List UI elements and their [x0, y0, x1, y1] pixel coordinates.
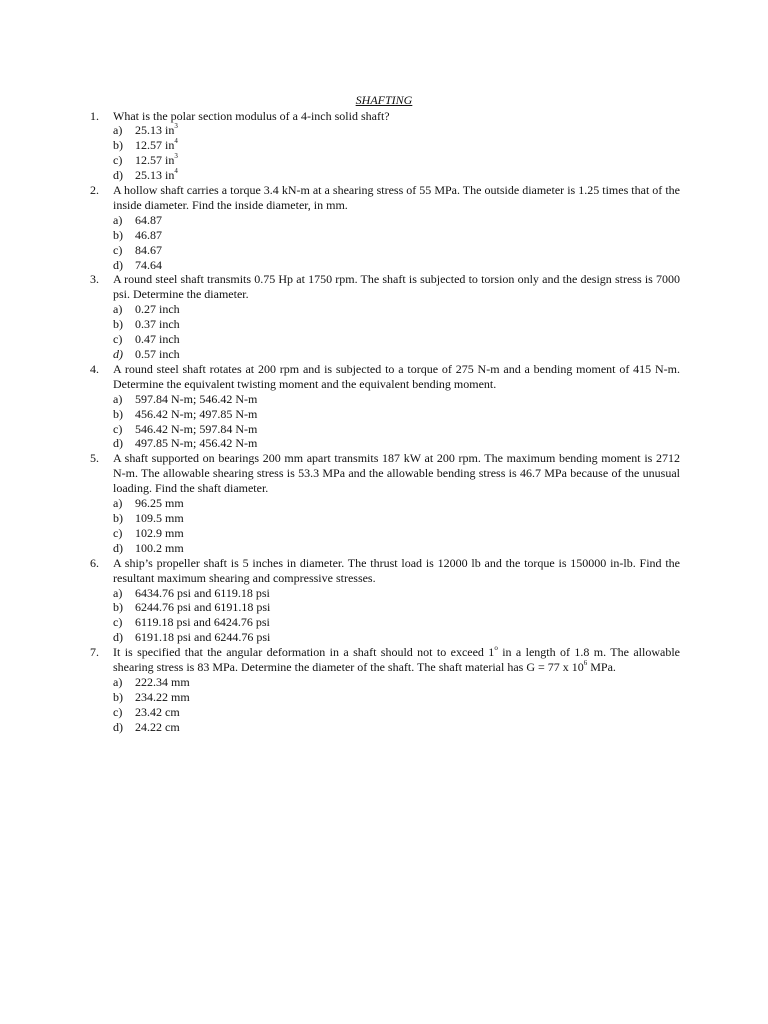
choice-letter: c): [113, 332, 123, 347]
choice-letter: b): [113, 227, 123, 242]
question-item: [88, 183, 680, 272]
answer-choice: [113, 615, 680, 630]
choice-text: 0.47 inch: [135, 332, 180, 347]
question-number: 6.: [90, 555, 99, 570]
choice-letter: c): [113, 242, 123, 257]
choice-letter: a): [113, 585, 123, 600]
question-number: 7.: [90, 645, 99, 660]
question-item: [88, 109, 680, 184]
question-list: [88, 109, 680, 735]
question-text: A shaft supported on bearings 200 mm apart transmits 187 kW at 200 rpm. The maximum bending moment is 2712 N-m. The allowable shearing stress is 53.3 MPa and the allowable bending stress is 46.7 MPa because of the unusual loading. Find the shaft diameter.: [113, 451, 680, 496]
choice-text: 0.37 inch: [135, 317, 180, 332]
choice-text: 24.22 cm: [135, 719, 180, 734]
answer-choice: [113, 168, 680, 183]
choice-text: 96.25 mm: [135, 496, 184, 511]
answer-choice: [113, 690, 680, 705]
question-number: 1.: [90, 108, 99, 123]
answer-choice: [113, 496, 680, 511]
choice-text: 102.9 mm: [135, 525, 184, 540]
choice-letter: a): [113, 123, 123, 138]
choice-text: 6191.18 psi and 6244.76 psi: [135, 630, 271, 645]
choice-text: 64.87: [135, 212, 162, 227]
question-item: [88, 645, 680, 734]
answer-choice: [113, 243, 680, 258]
question-text: What is the polar section modulus of a 4-inch solid shaft?: [113, 108, 390, 123]
superscript: 4: [174, 167, 178, 176]
choice-letter: a): [113, 496, 123, 511]
choice-letter: b): [113, 689, 123, 704]
question-number: 4.: [90, 361, 99, 376]
choice-text: 546.42 N-m; 597.84 N-m: [135, 421, 258, 436]
choice-text: 23.42 cm: [135, 704, 180, 719]
choice-letter: c): [113, 704, 123, 719]
question-number: 5.: [90, 451, 99, 466]
answer-choice: [113, 511, 680, 526]
choice-letter: d): [113, 257, 123, 272]
answer-choice: [113, 332, 680, 347]
superscript: 6: [583, 659, 588, 668]
choice-text: 25.13 in: [135, 123, 175, 138]
choice-text: 0.27 inch: [135, 302, 180, 317]
answer-choice: [113, 317, 680, 332]
answer-choice: [113, 526, 680, 541]
answer-choice: [113, 392, 680, 407]
choice-letter: b): [113, 406, 123, 421]
choice-letter: c): [113, 421, 123, 436]
choice-text: 234.22 mm: [135, 689, 190, 704]
question-item: [88, 556, 680, 645]
choice-letter: c): [113, 525, 123, 540]
choice-text: 12.57 in: [135, 138, 175, 153]
answer-choice: [113, 228, 680, 243]
question-number: 3.: [90, 272, 99, 287]
choice-text: 597.84 N-m; 546.42 N-m: [135, 391, 258, 406]
choice-letter: a): [113, 302, 123, 317]
question-text: A round steel shaft transmits 0.75 Hp at 1750 rpm. The shaft is subjected to torsion only and the design stress is 7000 psi. Determine the diameter.: [113, 272, 680, 302]
answer-choice: [113, 123, 680, 138]
answer-choice: [113, 600, 680, 615]
choice-text: 0.57 inch: [135, 347, 180, 361]
answer-choice: [113, 138, 680, 153]
question-text-part: in a length of 1.8 m. The allowable shearing stress is 83 MPa. Determine the diameter of the shaft. The shaft material has G = 77 x 10: [113, 645, 680, 675]
choice-letter: a): [113, 674, 123, 689]
question-item: [88, 362, 680, 451]
choice-letter: a): [113, 391, 123, 406]
choice-text: 46.87: [135, 227, 162, 242]
question-text-part: It is specified that the angular deformation in a shaft should not to exceed 1: [113, 645, 495, 660]
choice-text: 456.42 N-m; 497.85 N-m: [135, 406, 258, 421]
choice-letter: a): [113, 212, 123, 227]
answer-choice: [113, 422, 680, 437]
choice-text: 25.13 in: [135, 168, 175, 183]
choice-text: 6434.76 psi and 6119.18 psi: [135, 585, 270, 600]
answer-choice: [113, 541, 680, 556]
answer-choice: [113, 705, 680, 720]
choice-letter: c): [113, 615, 123, 630]
question-number: 2.: [90, 183, 99, 198]
choice-letter: b): [113, 510, 123, 525]
answer-choice: [113, 347, 680, 362]
choice-letter: b): [113, 600, 123, 615]
answer-choice: [113, 586, 680, 601]
answer-choice: [113, 153, 680, 168]
question-text: A round steel shaft rotates at 200 rpm and is subjected to a torque of 275 N-m and a bending moment of 415 N-m. Determine the equivalent twisting moment and the equivalent bending moment.: [113, 361, 680, 391]
superscript: 3: [174, 152, 178, 161]
choice-letter: b): [113, 317, 123, 332]
choice-letter: c): [113, 153, 123, 168]
choice-text: 6244.76 psi and 6191.18 psi: [135, 600, 271, 615]
choice-letter: d): [113, 168, 123, 183]
answer-choice: [113, 675, 680, 690]
question-item: [88, 451, 680, 555]
choice-letter: d): [113, 436, 123, 451]
superscript: o: [494, 644, 498, 653]
question-text: A hollow shaft carries a torque 3.4 kN-m at a shearing stress of 55 MPa. The outside diameter is 1.25 times that of the inside diameter. Find the inside diameter, in mm.: [113, 183, 680, 212]
choice-letter: d): [113, 347, 123, 361]
choice-text: 84.67: [135, 242, 162, 257]
answer-choice: [113, 720, 680, 735]
answer-choice: [113, 213, 680, 228]
superscript: 3: [174, 122, 178, 131]
choice-text: 497.85 N-m; 456.42 N-m: [135, 436, 258, 451]
question-text: [113, 645, 680, 675]
choice-text: 222.34 mm: [135, 674, 190, 689]
question-text: A ship’s propeller shaft is 5 inches in diameter. The thrust load is 12000 lb and the torque is 150000 in-lb. Find the resultant maximum shearing and compressive stresses.: [113, 555, 680, 585]
question-item: [88, 272, 680, 361]
answer-choice: [113, 258, 680, 273]
answer-choice: [113, 302, 680, 317]
question-text-part: MPa.: [587, 660, 616, 675]
choice-letter: b): [113, 138, 123, 153]
choice-letter: d): [113, 719, 123, 734]
answer-choice: [113, 630, 680, 645]
choice-text: 12.57 in: [135, 153, 175, 168]
choice-letter: d): [113, 540, 123, 555]
choice-text: 6119.18 psi and 6424.76 psi: [135, 615, 270, 630]
choice-text: 74.64: [135, 257, 162, 272]
choice-text: 100.2 mm: [135, 540, 184, 555]
answer-choice: [113, 407, 680, 422]
superscript: 4: [174, 137, 178, 146]
choice-letter: d): [113, 630, 123, 645]
answer-choice: [113, 436, 680, 451]
page-title: SHAFTING: [355, 93, 413, 107]
choice-text: 109.5 mm: [135, 510, 184, 525]
